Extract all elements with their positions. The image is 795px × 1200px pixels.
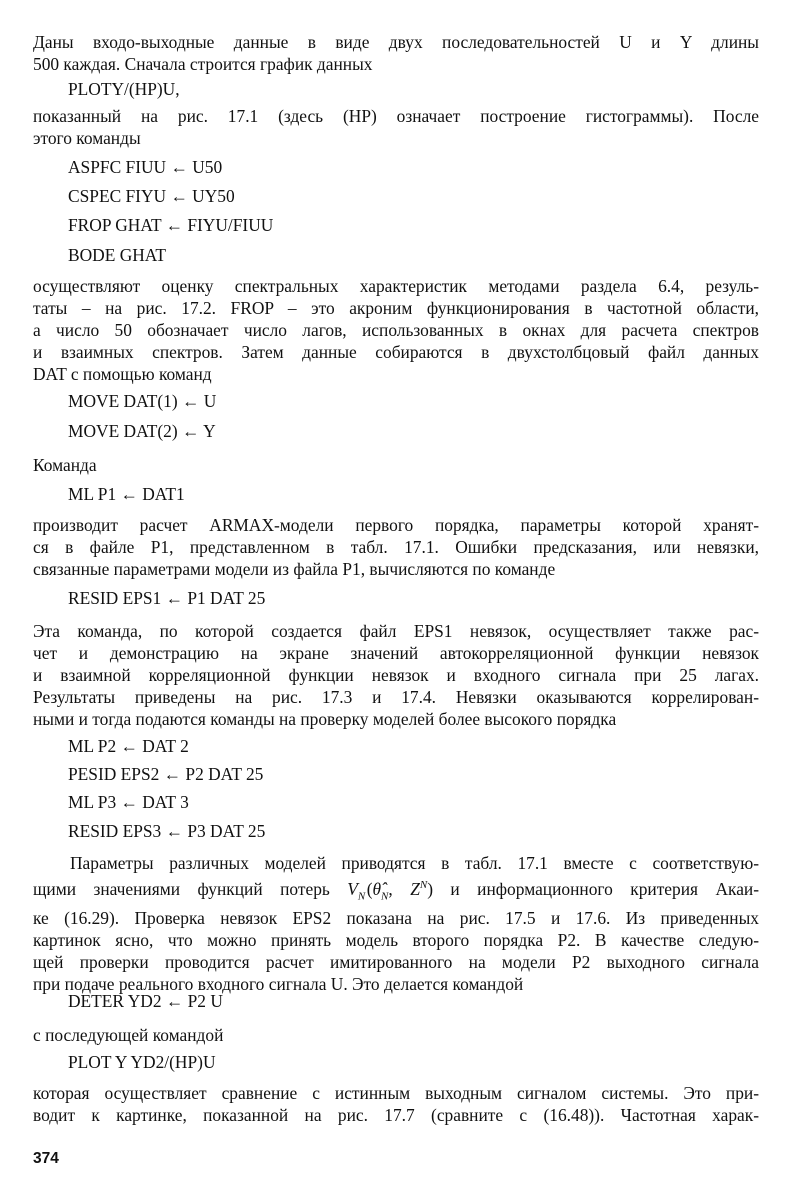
command-ml-p2: ML P2 ← DAT 2 <box>68 736 189 756</box>
command-ml-p3: ML P3 ← DAT 3 <box>68 792 189 812</box>
text-line: с последующей командой <box>33 1025 224 1045</box>
text-line: и взаимных спектров. Затем данные собираются в двухстолбцовый файл данных <box>33 342 759 362</box>
text-line: Параметры различных моделей приводятся в табл. 17.1 вместе с соответствую- <box>70 853 759 873</box>
text-line: ными и тогда подаются команды на проверку моделей более высокого порядка <box>33 709 617 729</box>
text-line: ся в файле P1, представленном в табл. 17.1. Ошибки предсказания, или невязки, <box>33 537 759 557</box>
paragraph-histogram <box>33 105 759 149</box>
paragraph-intro <box>33 31 759 75</box>
loss-function-formula: $V_N$ ($\thetâ_N$, $Z^N$) <box>347 878 433 903</box>
text-line: Результаты приведены на рис. 17.3 и 17.4. Невязки оказываются коррелирован- <box>33 687 759 707</box>
page-number: 374 <box>33 1150 59 1167</box>
text-line: производит расчет ARMAX-модели первого порядка, параметры которой хранят- <box>33 515 759 535</box>
text-line: и взаимной корреляционной функции невязок и входного сигнала при 25 лагах. <box>33 665 759 685</box>
text-line: ке (16.29). Проверка невязок EPS2 показана на рис. 17.5 и 17.6. Из приведенных <box>33 908 759 929</box>
text-fragment: щими значениями функций потерь <box>33 878 348 899</box>
text-line: Даны входо-выходные данные в виде двух последовательностей U и Y длины <box>33 32 759 52</box>
text-line: 500 каждая. Сначала строится график данных <box>33 54 373 74</box>
command-plot-data: PLOTY/(HP)U, <box>68 79 180 99</box>
command-cspec: CSPEC FIYU ← UY50 <box>68 186 235 206</box>
text-line: водит к картинке, показанной на рис. 17.7 (сравните с (16.48)). Частотная харак- <box>33 1105 759 1125</box>
text-line: этого команды <box>33 128 141 148</box>
paragraph-model-comparison <box>33 852 759 995</box>
command-bode: BODE GHAT <box>68 245 167 265</box>
paragraph-command-label <box>33 454 759 476</box>
text-line: а число 50 обозначает число лагов, использованных в окнах для расчета спектров <box>33 320 759 340</box>
paragraph-comparison <box>33 1082 759 1126</box>
text-fragment: и информационного критерия Акаи- <box>433 878 760 899</box>
command-resid-eps3: RESID EPS3 ← P3 DAT 25 <box>68 821 266 841</box>
text-line: картинок ясно, что можно принять модель второго порядка P2. В качестве следую- <box>33 930 759 951</box>
text-line: которая осуществляет сравнение с истинным выходным сигналом системы. Это при- <box>33 1083 759 1103</box>
text-line: DAT с помощью команд <box>33 364 212 384</box>
command-frop: FROP GHAT ← FIYU/FIUU <box>68 215 274 235</box>
command-plot-yd2: PLOT Y YD2/(HP)U <box>68 1052 216 1072</box>
command-ml-p1: ML P1 ← DAT1 <box>68 484 185 504</box>
paragraph-spectral <box>33 275 759 385</box>
command-aspec: ASPFC FIUU ← U50 <box>68 157 223 177</box>
text-line: таты – на рис. 17.2. FROP – это акроним функционирования в частотной области, <box>33 298 759 318</box>
text-line: Команда <box>33 455 97 475</box>
text-line: осуществляют оценку спектральных характеристик методами раздела 6.4, резуль- <box>33 276 759 296</box>
paragraph-followup <box>33 1024 759 1046</box>
text-line: показанный на рис. 17.1 (здесь (HP) означает построение гистограммы). После <box>33 106 759 126</box>
text-line: щей проверки проводится расчет имитированного на модели P2 выходного сигнала <box>33 952 759 973</box>
command-move-u: MOVE DAT(1) ← U <box>68 391 217 411</box>
text-line: при подаче реального входного сигнала U. Это делается командой <box>33 974 524 995</box>
paragraph-residuals <box>33 620 759 730</box>
text-line: Эта команда, по которой создается файл EPS1 невязок, осуществляет также рас- <box>33 621 759 641</box>
text-line: чет и демонстрацию на экране значений автокорреляционной функции невязок <box>33 643 759 663</box>
text-line <box>33 874 759 907</box>
command-resid-eps2: PESID EPS2 ← P2 DAT 25 <box>68 764 264 784</box>
command-deter: DETER YD2 ← P2 U <box>68 991 223 1011</box>
text-line: связанные параметрами модели из файла P1, вычисляются по команде <box>33 559 556 579</box>
command-resid-eps1: RESID EPS1 ← P1 DAT 25 <box>68 588 266 608</box>
paragraph-armax <box>33 514 759 580</box>
command-move-y: MOVE DAT(2) ← Y <box>68 421 216 441</box>
